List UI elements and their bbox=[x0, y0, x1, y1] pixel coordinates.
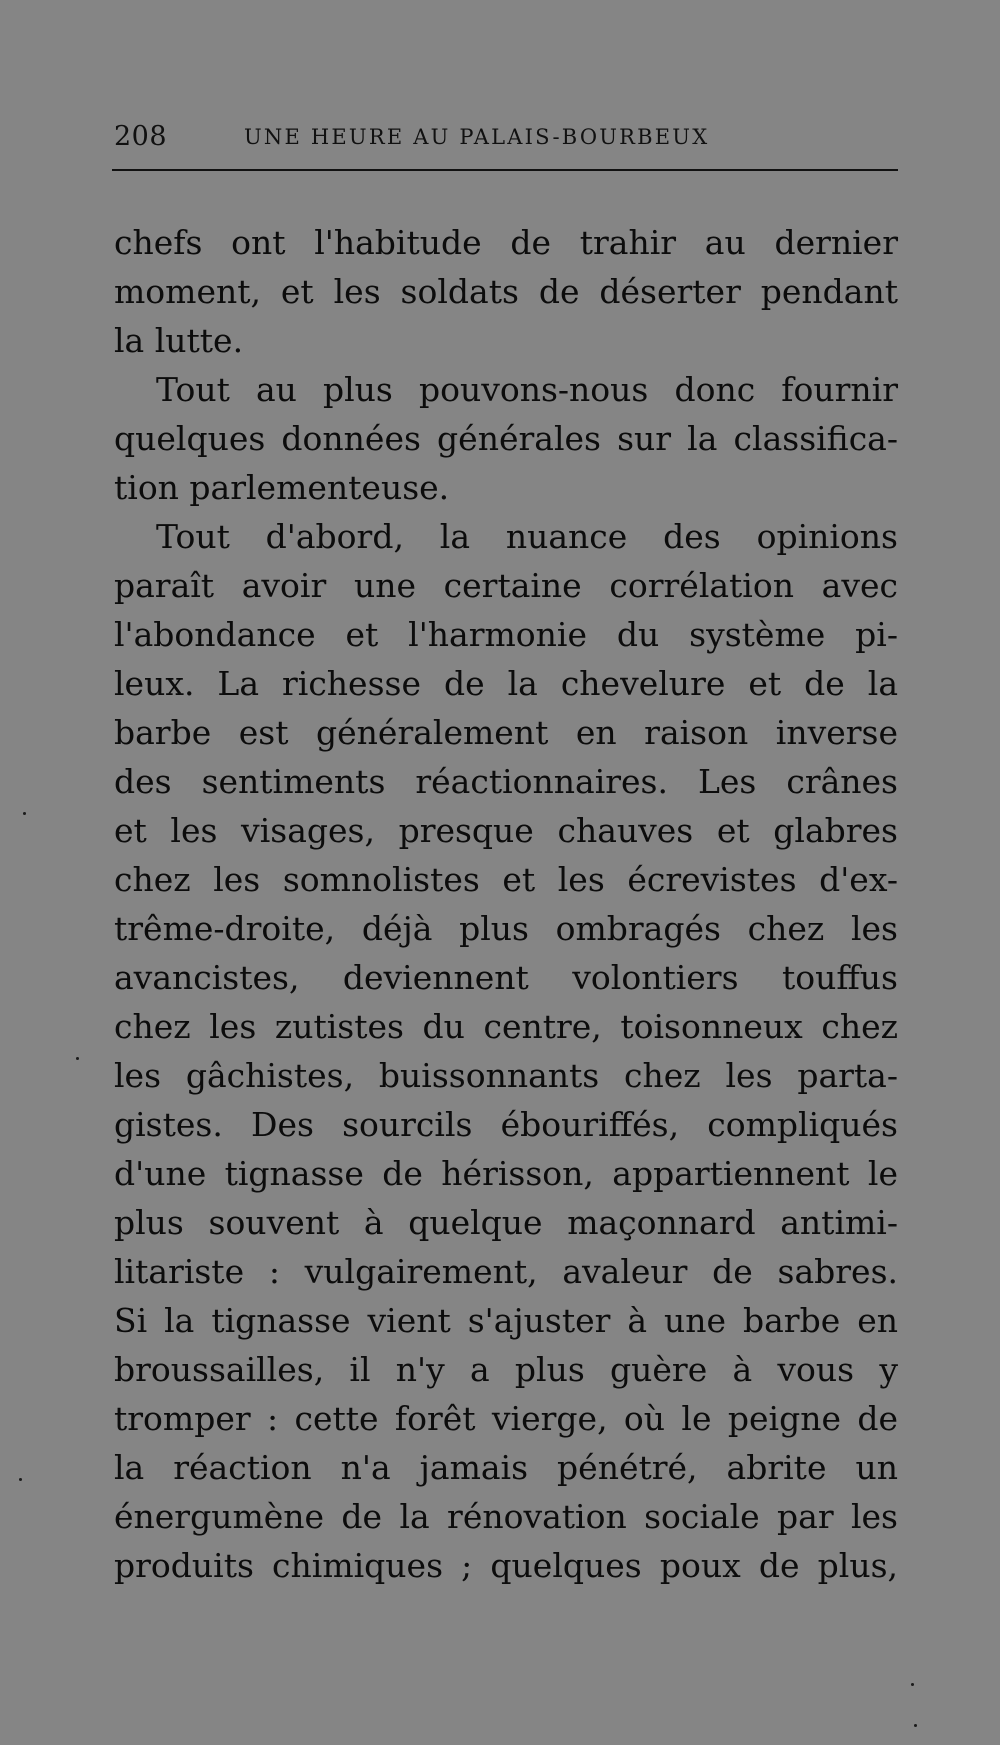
text-line: broussailles, il n'y a plus guère à vous y bbox=[114, 1350, 898, 1389]
text-line: Si la tignasse vient s'ajuster à une barbe en bbox=[114, 1301, 898, 1340]
scan-speck bbox=[19, 1478, 22, 1481]
text-line: des sentiments réactionnaires. Les crânes bbox=[114, 762, 898, 801]
page-number: 208 bbox=[114, 121, 168, 152]
text-line: paraît avoir une certaine corrélation avec bbox=[114, 566, 898, 605]
text-line: Tout au plus pouvons-nous donc fournir bbox=[156, 370, 898, 409]
text-line: quelques données générales sur la classifica- bbox=[114, 419, 898, 458]
text-line: tion parlementeuse. bbox=[114, 468, 450, 507]
scan-speck bbox=[23, 812, 26, 815]
text-line: les gâchistes, buissonnants chez les parta- bbox=[114, 1056, 898, 1095]
scan-speck bbox=[914, 1724, 917, 1727]
text-line: énergumène de la rénovation sociale par les bbox=[114, 1497, 898, 1536]
text-line: produits chimiques ; quelques poux de plus, bbox=[114, 1546, 898, 1585]
text-line: chefs ont l'habitude de trahir au dernier bbox=[114, 223, 898, 262]
header-rule bbox=[112, 169, 898, 171]
text-line: plus souvent à quelque maçonnard antimi- bbox=[114, 1203, 898, 1242]
text-line: l'abondance et l'harmonie du système pi- bbox=[114, 615, 898, 654]
text-line: moment, et les soldats de déserter pendant bbox=[114, 272, 898, 311]
text-line: chez les somnolistes et les écrevistes d'ex- bbox=[114, 860, 898, 899]
text-line: Tout d'abord, la nuance des opinions bbox=[156, 517, 898, 556]
running-head bbox=[114, 121, 896, 161]
text-line: et les visages, presque chauves et glabres bbox=[114, 811, 898, 850]
text-line: tromper : cette forêt vierge, où le peigne de bbox=[114, 1399, 898, 1438]
text-line: la lutte. bbox=[114, 321, 244, 360]
text-line: gistes. Des sourcils ébouriffés, compliqués bbox=[114, 1105, 898, 1144]
scan-speck bbox=[76, 1057, 79, 1060]
scan-speck bbox=[911, 1683, 914, 1686]
body-text bbox=[114, 218, 898, 1590]
running-title: UNE HEURE AU PALAIS-BOURBEUX bbox=[244, 125, 710, 149]
text-line: avancistes, deviennent volontiers touffus bbox=[114, 958, 898, 997]
text-line: trême-droite, déjà plus ombragés chez les bbox=[114, 909, 898, 948]
text-line: leux. La richesse de la chevelure et de la bbox=[114, 664, 898, 703]
text-line: d'une tignasse de hérisson, appartiennent le bbox=[114, 1154, 898, 1193]
text-line: la réaction n'a jamais pénétré, abrite un bbox=[114, 1448, 898, 1487]
text-line: chez les zutistes du centre, toisonneux chez bbox=[114, 1007, 898, 1046]
text-line: barbe est généralement en raison inverse bbox=[114, 713, 898, 752]
text-line: litariste : vulgairement, avaleur de sabres. bbox=[114, 1252, 898, 1291]
